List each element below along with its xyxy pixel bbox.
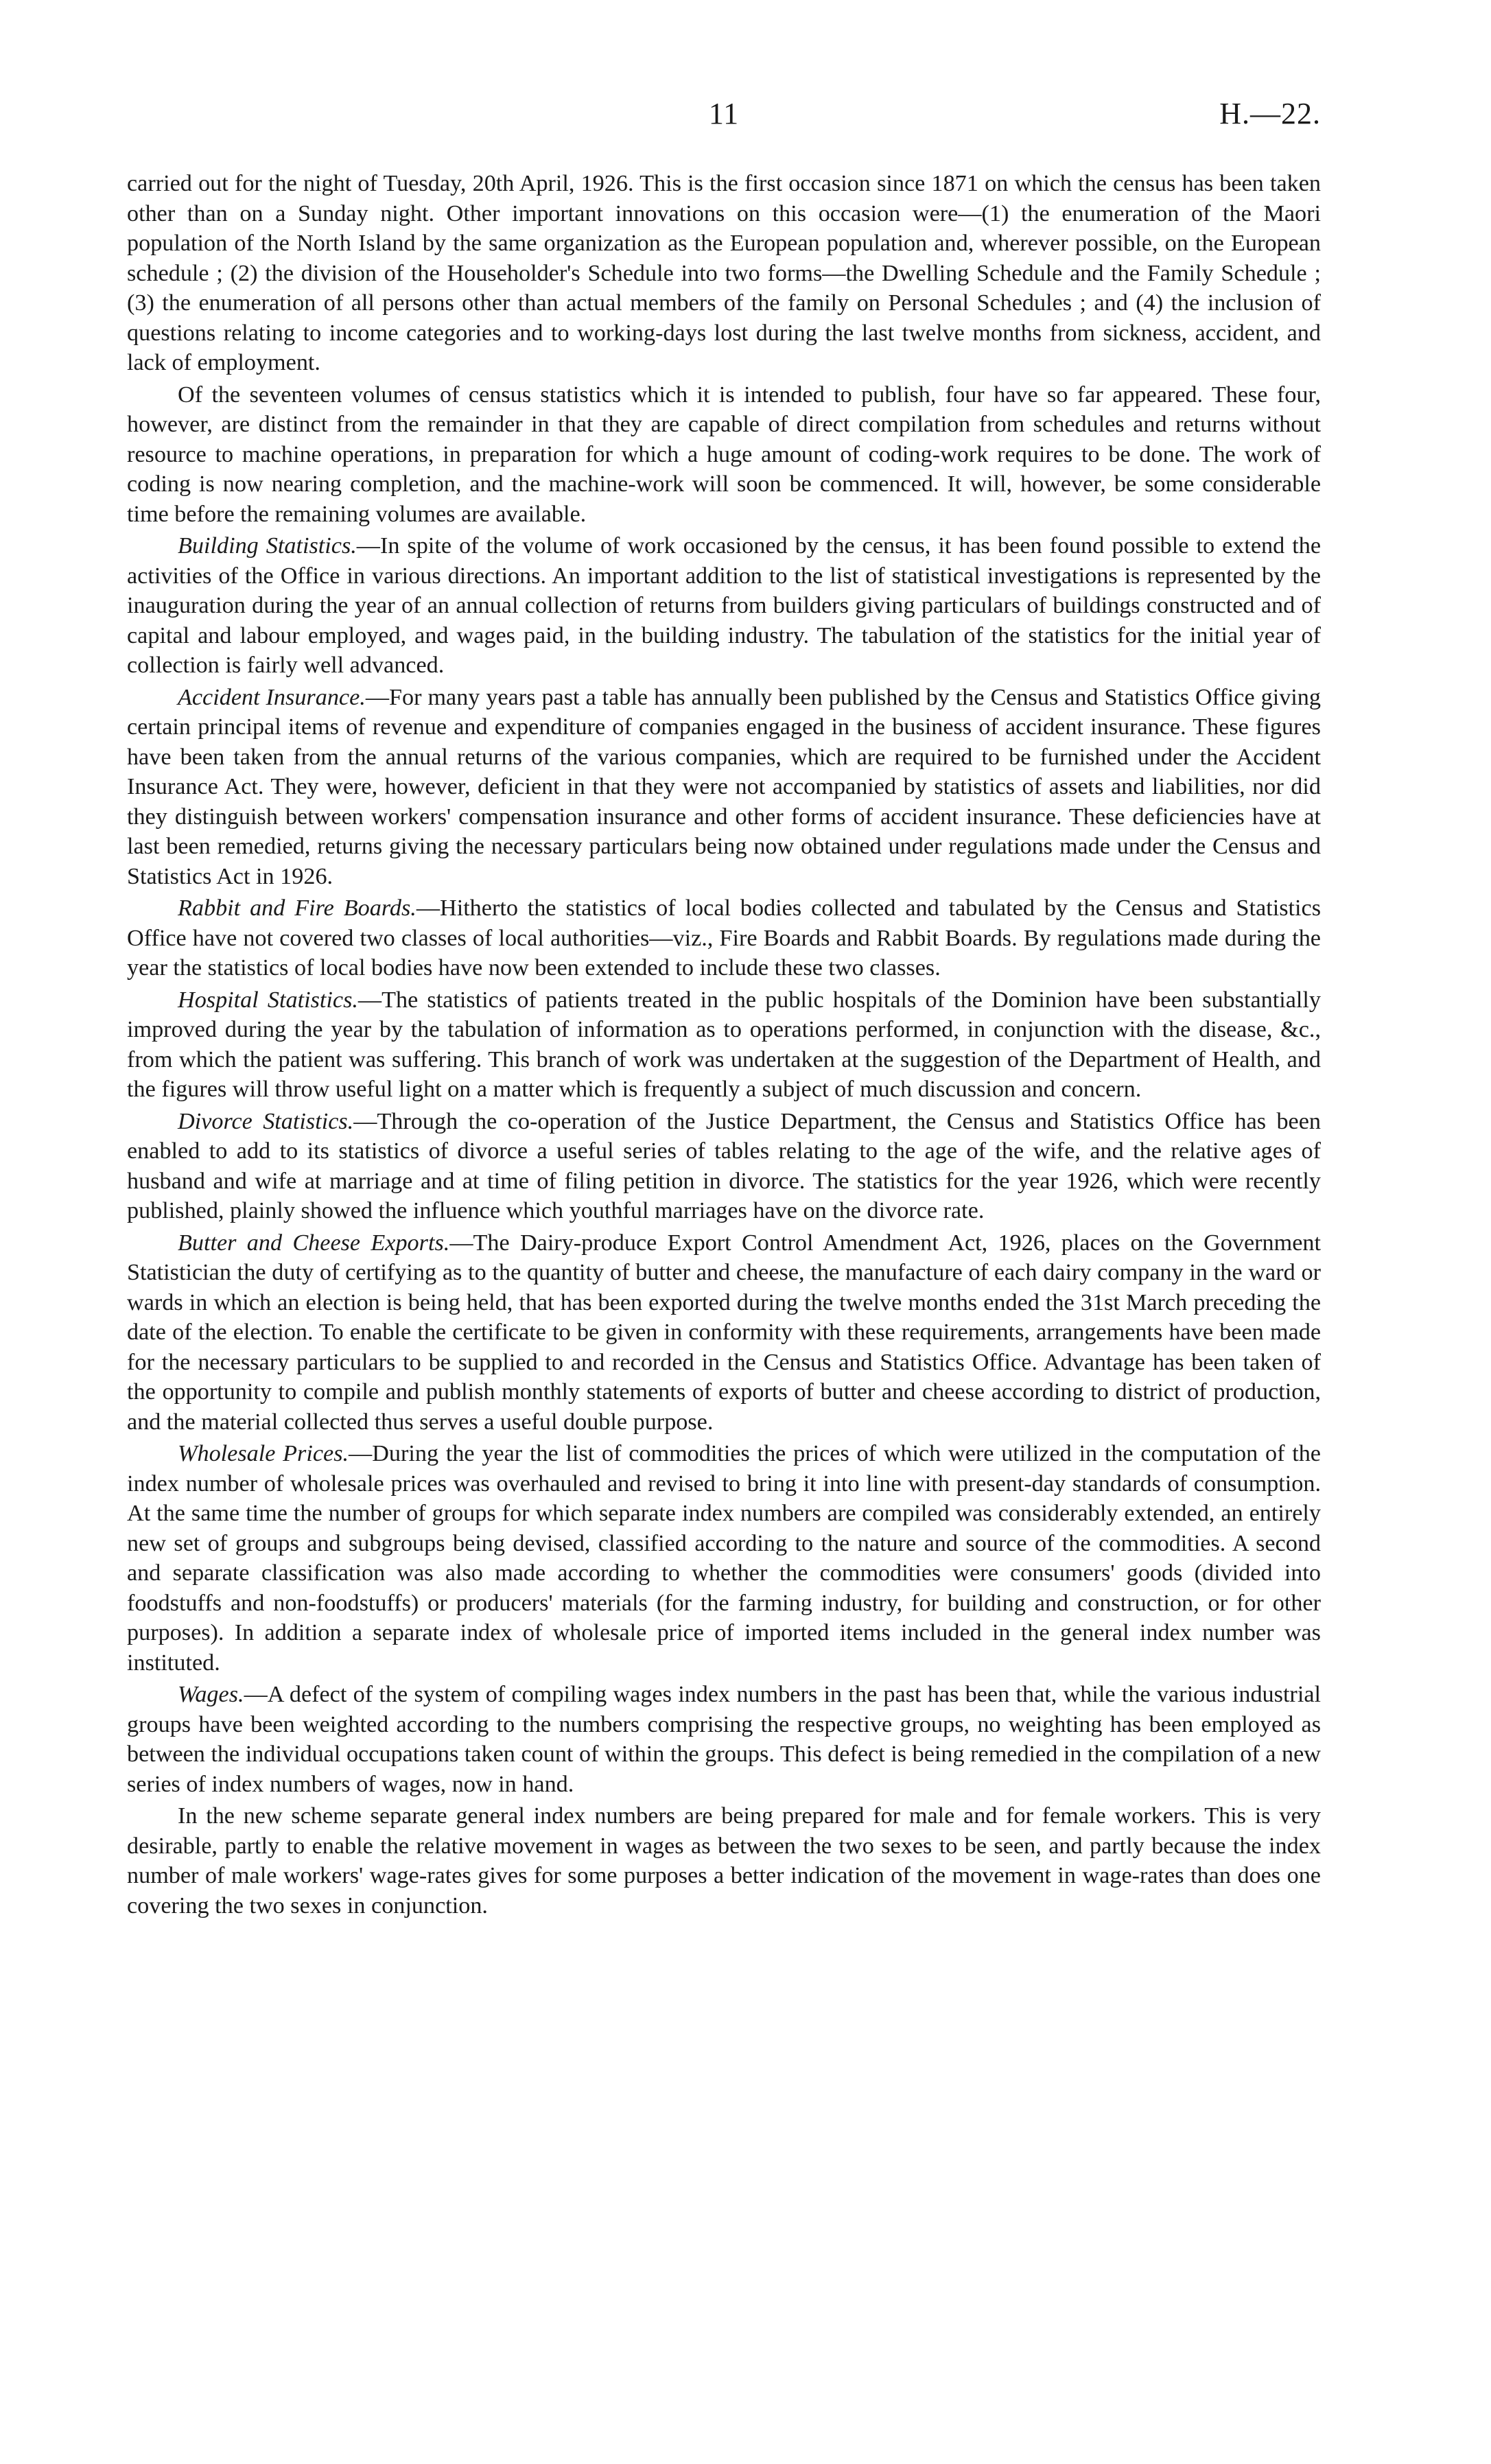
paragraph-text: —During the year the list of commodities the prices of which were utilized in the computation of the index number of wholesale prices was overhauled and revised to bring it into line with present-day standards of consumption. At the same time the number of groups for which separate index numbers are compiled was considerably extended, an entirely new set of groups and subgroups being devised, classified according to the nature and source of the commodities. A second and separate classification was also made according to whether the commodities were consumers' goods (divided into foodstuffs and non-foodstuffs) or producers' materials (for the farming industry, for building and construction, or for other purposes). In addition a separate index of wholesale price of imported items included in the general index number was instituted. [127, 1441, 1321, 1676]
page-number: 11 [708, 97, 740, 130]
paragraph-wages-new-scheme [127, 1801, 1321, 1921]
paragraph-text: carried out for the night of Tuesday, 20th April, 1926. This is the first occasion since 1871 on which the census has been taken other than on a Sunday night. Other important innovations on this occasion were—(1) the enumeration of the Maori population of the North Island by the same organization as the European population and, wherever possible, on the European schedule ; (2) the division of the Householder's Schedule into two forms—the Dwelling Schedule and the Family Schedule ; (3) the enumeration of all persons other than actual members of the family on Personal Schedules ; and (4) the inclusion of questions relating to income categories and to working-days lost during the last twelve months from sickness, accident, and lack of employment. [127, 171, 1321, 375]
paragraph-text: —The Dairy-produce Export Control Amendment Act, 1926, places on the Government Statistician the duty of certifying as to the quantity of butter and cheese, the manufacture of each dairy company in the ward or wards in which an election is being held, that has been exported during the twelve months ended the 31st March preceding the date of the election. To enable the certificate to be given in conformity with these requirements, arrangements have been made for the necessary particulars to be supplied to and recorded in the Census and Statistics Office. Advantage has been taken of the opportunity to compile and publish monthly statements of exports of butter and cheese according to district of production, and the material collected thus serves a useful double purpose. [127, 1230, 1321, 1435]
paragraph-text: —The statistics of patients treated in the public hospitals of the Dominion have been substantially improved during the year by the tabulation of information as to operations performed, in conjunction with the disease, &c., from which the patient was suffering. This branch of work was undertaken at the suggestion of the Department of Health, and the figures will throw useful light on a matter which is frequently a subject of much discussion and concern. [127, 987, 1321, 1102]
paragraph-divorce-statistics [127, 1107, 1321, 1226]
paragraph-heading: Wages. [178, 1682, 244, 1707]
paragraph-wages [127, 1680, 1321, 1799]
paragraph-accident-insurance [127, 683, 1321, 892]
paragraph-heading: Rabbit and Fire Boards. [178, 895, 416, 921]
paragraph-heading: Hospital Statistics. [178, 987, 358, 1013]
paragraph-census-continuation [127, 169, 1321, 378]
paragraph-rabbit-fire-boards [127, 893, 1321, 983]
paragraph-text: Of the seventeen volumes of census statistics which it is intended to publish, four have so far appeared. These four, however, are distinct from the remainder in that they are capable of direct compilation from schedules and returns without resource to machine operations, in preparation for which a huge amount of coding-work requires to be done. The work of coding is now nearing completion, and the machine-work will soon be commenced. It will, however, be some considerable time before the remaining volumes are available. [127, 382, 1321, 527]
paragraph-wholesale-prices [127, 1439, 1321, 1678]
body-text [127, 169, 1321, 1921]
paragraph-text: —A defect of the system of compiling wages index numbers in the past has been that, while the various industrial groups have been weighted according to the numbers comprising the respective groups, no weighting has been employed as between the individual occupations taken count of within the groups. This defect is being remedied in the compilation of a new series of index numbers of wages, now in hand. [127, 1682, 1321, 1797]
page-header [127, 96, 1321, 151]
paragraph-heading: Wholesale Prices. [178, 1441, 349, 1466]
paragraph-heading: Accident Insurance. [178, 684, 366, 710]
paragraph-text: In the new scheme separate general index numbers are being prepared for male and for female workers. This is very desirable, partly to enable the relative movement in wages as between the two sexes to be seen, and partly because the index number of male workers' wage-rates gives for some purposes a better indication of the movement in wage-rates than does one covering the two sexes in conjunction. [127, 1803, 1321, 1919]
paragraph-butter-cheese-exports [127, 1228, 1321, 1438]
paragraph-text: —In spite of the volume of work occasioned by the census, it has been found possible to extend the activities of the Office in various directions. An important addition to the list of statistical investigations is represented by the inauguration during the year of an annual collection of returns from builders giving particulars of buildings constructed and of capital and labour employed, and wages paid, in the building industry. The tabulation of the statistics for the initial year of collection is fairly well advanced. [127, 533, 1321, 678]
paragraph-hospital-statistics [127, 985, 1321, 1105]
document-page [127, 96, 1321, 1923]
document-reference: H.—22. [1219, 97, 1321, 130]
paragraph-heading: Building Statistics. [178, 533, 357, 559]
paragraph-heading: Butter and Cheese Exports. [178, 1230, 450, 1256]
paragraph-text: —Through the co-operation of the Justice Department, the Census and Statistics Office has been enabled to add to its statistics of divorce a useful series of tables relating to the age of the wife, and the relative ages of husband and wife at marriage and at time of filing petition in divorce. The statistics for the year 1926, which were recently published, plainly showed the influence which youthful marriages have on the divorce rate. [127, 1108, 1321, 1223]
paragraph-text: —For many years past a table has annually been published by the Census and Statistics Office giving certain principal items of revenue and expenditure of companies engaged in the business of accident insurance. These figures have been taken from the annual returns of the various companies, which are required to be furnished under the Accident Insurance Act. They were, however, deficient in that they were not accompanied by statistics of assets and liabilities, nor did they distinguish between workers' compensation insurance and other forms of accident insurance. These deficiencies have at last been remedied, returns giving the necessary particulars being now obtained under regulations made under the Census and Statistics Act in 1926. [127, 684, 1321, 889]
paragraph-census-volumes [127, 380, 1321, 530]
paragraph-heading: Divorce Statistics. [178, 1108, 354, 1134]
paragraph-text: —Hitherto the statistics of local bodies collected and tabulated by the Census and Statistics Office have not covered two classes of local authorities—viz., Fire Boards and Rabbit Boards. By regulations made during the year the statistics of local bodies have now been extended to include these two classes. [127, 895, 1321, 981]
paragraph-building-statistics [127, 531, 1321, 681]
